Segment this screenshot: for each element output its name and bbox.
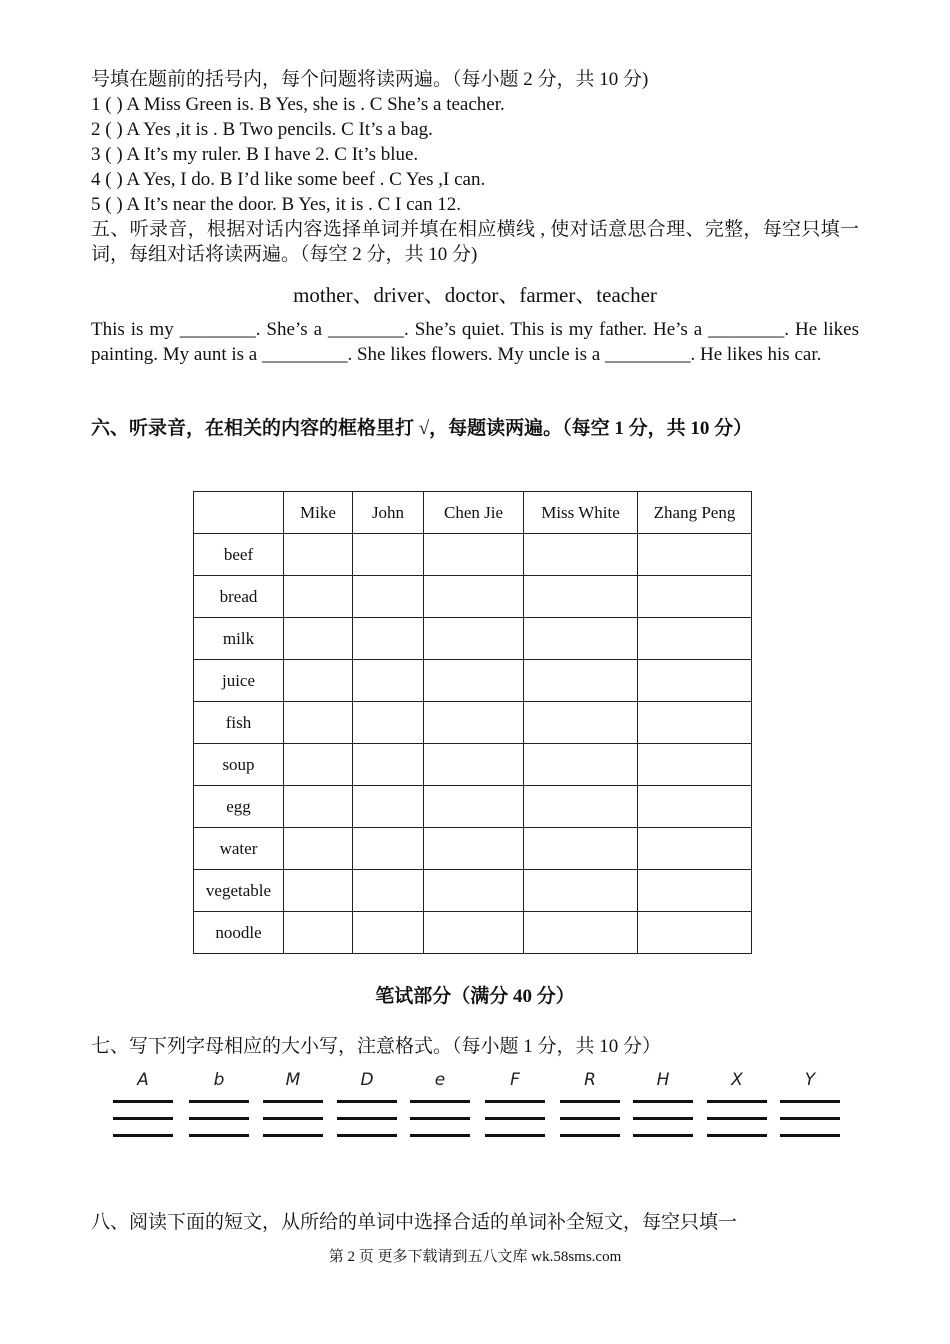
check-cell[interactable] xyxy=(424,660,524,702)
writing-line xyxy=(633,1134,693,1137)
written-section-header: 笔试部分（满分 40 分） xyxy=(375,986,575,1007)
letter-label: A xyxy=(137,1070,149,1090)
check-cell[interactable] xyxy=(284,660,353,702)
check-cell[interactable] xyxy=(353,786,424,828)
check-cell[interactable] xyxy=(524,786,638,828)
table-row xyxy=(194,534,752,576)
page-footer: 第 2 页 更多下载请到五八文库 wk.58sms.com xyxy=(328,1249,622,1265)
writing-line xyxy=(263,1100,323,1103)
check-cell[interactable] xyxy=(524,618,638,660)
check-cell[interactable] xyxy=(424,702,524,744)
letter-label: F xyxy=(510,1070,520,1090)
table-header-cell: Mike xyxy=(284,492,353,534)
writing-line xyxy=(707,1117,767,1120)
check-cell[interactable] xyxy=(524,534,638,576)
letter-group xyxy=(707,1068,767,1137)
check-cell[interactable] xyxy=(284,744,353,786)
writing-line xyxy=(113,1100,173,1103)
letter-group xyxy=(337,1068,397,1137)
writing-line xyxy=(780,1117,840,1120)
table-row xyxy=(194,702,752,744)
question-item: 4 ( ) A Yes, I do. B I’d like some beef . C Yes ,I can. xyxy=(91,169,486,190)
question-item: 5 ( ) A It’s near the door. B Yes, it is . C I can 12. xyxy=(91,194,461,215)
writing-line xyxy=(633,1100,693,1103)
check-cell[interactable] xyxy=(284,912,353,954)
check-cell[interactable] xyxy=(638,576,752,618)
row-label: noodle xyxy=(194,912,284,954)
letter-group xyxy=(560,1068,620,1137)
check-cell[interactable] xyxy=(424,534,524,576)
question-item: 1 ( ) A Miss Green is. B Yes, she is . C She’s a teacher. xyxy=(91,94,505,115)
check-cell[interactable] xyxy=(638,702,752,744)
check-cell[interactable] xyxy=(284,534,353,576)
question-item: 2 ( ) A Yes ,it is . B Two pencils. C It’s a bag. xyxy=(91,119,433,140)
check-cell[interactable] xyxy=(353,618,424,660)
check-cell[interactable] xyxy=(353,870,424,912)
table-row xyxy=(194,618,752,660)
table-row xyxy=(194,660,752,702)
table-header-row xyxy=(194,492,752,534)
check-cell[interactable] xyxy=(424,912,524,954)
check-cell[interactable] xyxy=(424,870,524,912)
row-label: water xyxy=(194,828,284,870)
row-label: egg xyxy=(194,786,284,828)
check-cell[interactable] xyxy=(638,786,752,828)
letter-label: X xyxy=(731,1070,743,1090)
table-header-cell xyxy=(194,492,284,534)
check-cell[interactable] xyxy=(284,702,353,744)
letter-group xyxy=(189,1068,249,1137)
writing-line xyxy=(337,1117,397,1120)
check-cell[interactable] xyxy=(524,870,638,912)
writing-line xyxy=(707,1134,767,1137)
check-cell[interactable] xyxy=(284,576,353,618)
check-cell[interactable] xyxy=(638,618,752,660)
check-cell[interactable] xyxy=(353,660,424,702)
check-cell[interactable] xyxy=(424,786,524,828)
letter-group xyxy=(113,1068,173,1137)
writing-line xyxy=(410,1134,470,1137)
check-cell[interactable] xyxy=(353,744,424,786)
letter-label: M xyxy=(285,1070,301,1090)
table-header-cell: Miss White xyxy=(524,492,638,534)
row-label: soup xyxy=(194,744,284,786)
check-cell[interactable] xyxy=(353,534,424,576)
check-cell[interactable] xyxy=(638,534,752,576)
section5-title: 五、听录音，根据对话内容选择单词并填在相应横线 , 使对话意思合理、完整，每空只填一词，每组对话将读两遍。（每空 2 分，共 10 分) xyxy=(91,219,859,265)
writing-line xyxy=(263,1134,323,1137)
table-header-cell: Chen Jie xyxy=(424,492,524,534)
section7-title: 七、写下列字母相应的大小写，注意格式。（每小题 1 分，共 10 分） xyxy=(91,1036,662,1057)
writing-line xyxy=(410,1117,470,1120)
letter-label: b xyxy=(213,1070,225,1090)
check-cell[interactable] xyxy=(638,828,752,870)
writing-line xyxy=(560,1117,620,1120)
check-cell[interactable] xyxy=(524,576,638,618)
table-row xyxy=(194,870,752,912)
writing-line xyxy=(113,1134,173,1137)
question-item: 3 ( ) A It’s my ruler. B I have 2. C It’s blue. xyxy=(91,144,419,165)
row-label: vegetable xyxy=(194,870,284,912)
check-cell[interactable] xyxy=(638,744,752,786)
letter-label: R xyxy=(584,1070,596,1090)
check-cell[interactable] xyxy=(638,660,752,702)
check-cell[interactable] xyxy=(524,912,638,954)
check-cell[interactable] xyxy=(353,912,424,954)
row-label: juice xyxy=(194,660,284,702)
writing-line xyxy=(337,1134,397,1137)
check-cell[interactable] xyxy=(284,786,353,828)
row-label: milk xyxy=(194,618,284,660)
checklist-table xyxy=(193,491,752,954)
check-cell[interactable] xyxy=(638,870,752,912)
writing-line xyxy=(633,1117,693,1120)
letter-writing-grid xyxy=(113,1068,843,1168)
writing-line xyxy=(485,1100,545,1103)
writing-line xyxy=(560,1100,620,1103)
writing-line xyxy=(780,1134,840,1137)
letter-label: D xyxy=(360,1070,374,1090)
writing-line xyxy=(337,1100,397,1103)
check-cell[interactable] xyxy=(524,702,638,744)
check-cell[interactable] xyxy=(284,870,353,912)
table-row xyxy=(194,786,752,828)
check-cell[interactable] xyxy=(424,576,524,618)
writing-line xyxy=(189,1100,249,1103)
row-label: bread xyxy=(194,576,284,618)
section4-intro: 号填在题前的括号内，每个问题将读两遍。（每小题 2 分，共 10 分) xyxy=(91,69,649,90)
check-cell[interactable] xyxy=(524,744,638,786)
writing-line xyxy=(263,1117,323,1120)
writing-line xyxy=(410,1100,470,1103)
check-cell[interactable] xyxy=(424,828,524,870)
row-label: fish xyxy=(194,702,284,744)
letter-group xyxy=(485,1068,545,1137)
check-cell[interactable] xyxy=(353,702,424,744)
check-cell[interactable] xyxy=(524,660,638,702)
table-row xyxy=(194,828,752,870)
word-bank: mother、driver、doctor、farmer、teacher xyxy=(293,283,657,307)
writing-line xyxy=(189,1134,249,1137)
table-header-cell: John xyxy=(353,492,424,534)
letter-group xyxy=(263,1068,323,1137)
writing-line xyxy=(113,1117,173,1120)
check-cell[interactable] xyxy=(284,618,353,660)
check-cell[interactable] xyxy=(424,744,524,786)
writing-line xyxy=(780,1100,840,1103)
section6-title: 六、听录音，在相关的内容的框格里打 √，每题读两遍。（每空 1 分，共 10 分） xyxy=(91,418,753,439)
fill-in-passage: This is my ________. She’s a ________. She’s quiet. This is my father. He’s a ________. He likes painting. My aunt is a _________. She likes flowers. My uncle is a _________. He likes his car. xyxy=(91,319,859,365)
writing-line xyxy=(485,1134,545,1137)
check-cell[interactable] xyxy=(424,618,524,660)
check-cell[interactable] xyxy=(353,828,424,870)
letter-label: Y xyxy=(804,1070,816,1090)
check-cell[interactable] xyxy=(638,912,752,954)
table-row xyxy=(194,744,752,786)
letter-label: e xyxy=(434,1070,446,1090)
writing-line xyxy=(485,1117,545,1120)
table-row xyxy=(194,912,752,954)
letter-group xyxy=(780,1068,840,1137)
letter-group xyxy=(633,1068,693,1137)
section8-title: 八、阅读下面的短文，从所给的单词中选择合适的单词补全短文，每空只填一 xyxy=(91,1212,738,1233)
check-cell[interactable] xyxy=(353,576,424,618)
check-cell[interactable] xyxy=(284,828,353,870)
letter-group xyxy=(410,1068,470,1137)
table-row xyxy=(194,576,752,618)
writing-line xyxy=(707,1100,767,1103)
writing-line xyxy=(560,1134,620,1137)
writing-line xyxy=(189,1117,249,1120)
check-cell[interactable] xyxy=(524,828,638,870)
table-header-cell: Zhang Peng xyxy=(638,492,752,534)
row-label: beef xyxy=(194,534,284,576)
letter-label: H xyxy=(656,1070,670,1090)
